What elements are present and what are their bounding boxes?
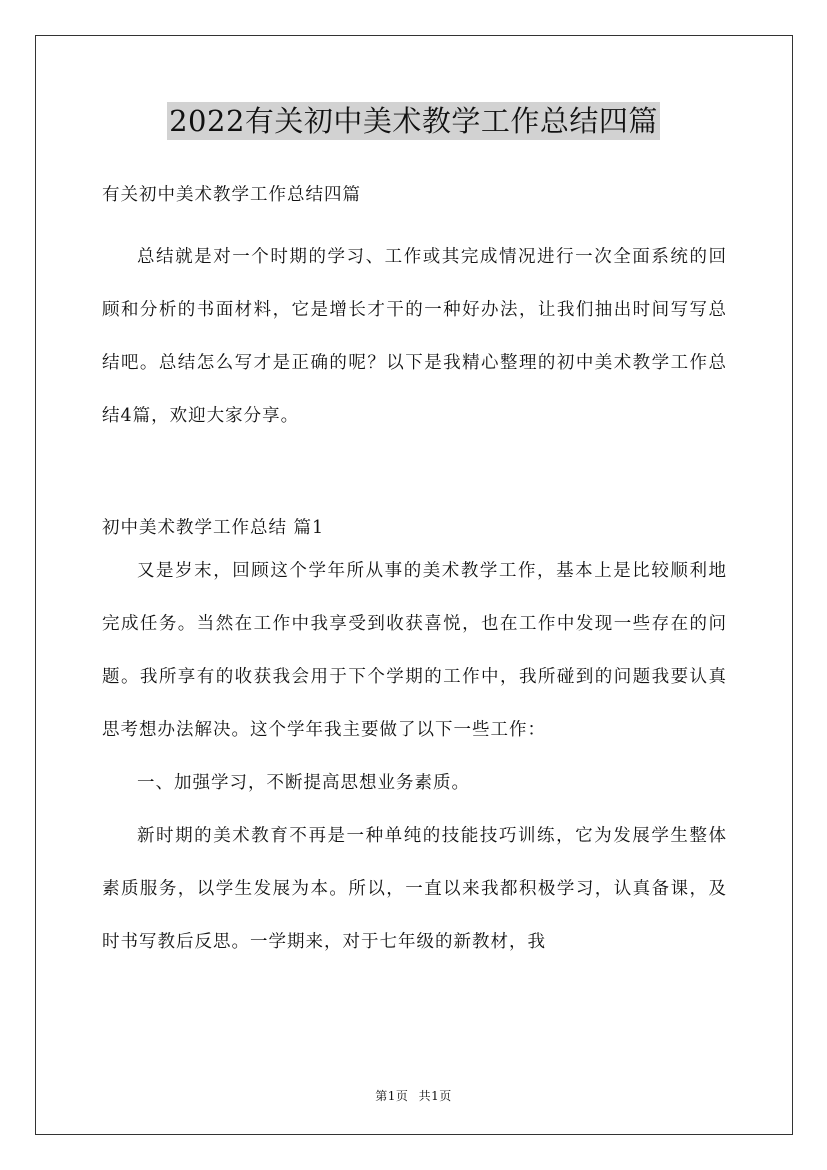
body-paragraph: 新时期的美术教育不再是一种单纯的技能技巧训练，它为发展学生整体素质服务，以学生发展为本。所以，一直以来我都积极学习，认真备课，及时书写教后反思。一学期来，对于七年级的新教材，我 [102,826,727,952]
list-item-heading: 一、加强学习，不断提高思想业务素质。 [137,773,470,793]
page-number: 第1页 [375,1089,409,1103]
page-total: 共1页 [418,1089,452,1103]
spacer [102,443,727,511]
body-paragraph: 又是岁末，回顾这个学年所从事的美术教学工作，基本上是比较顺利地完成任务。当然在工作中我享受到收获喜悦，也在工作中发现一些存在的问题。我所享有的收获我会用于下个学期的工作中，我所碰到的问题我要认真思考想办法解决。这个学年我主要做了以下一些工作： [102,561,727,740]
document-subtitle: 有关初中美术教学工作总结四篇 [102,185,361,205]
section-heading: 初中美术教学工作总结 篇1 [102,518,325,538]
document-body [102,178,727,969]
title-container [0,102,827,140]
page-footer [0,1087,827,1104]
spacer [102,212,727,231]
intro-paragraph: 总结就是对一个时期的学习、工作或其完成情况进行一次全面系统的回顾和分析的书面材料，它是增长才干的一种好办法，让我们抽出时间写写总结吧。总结怎么写才是正确的呢？以下是我精心整理的初中美术教学工作总结4篇，欢迎大家分享。 [102,247,727,426]
document-title: 2022有关初中美术教学工作总结四篇 [169,104,658,138]
